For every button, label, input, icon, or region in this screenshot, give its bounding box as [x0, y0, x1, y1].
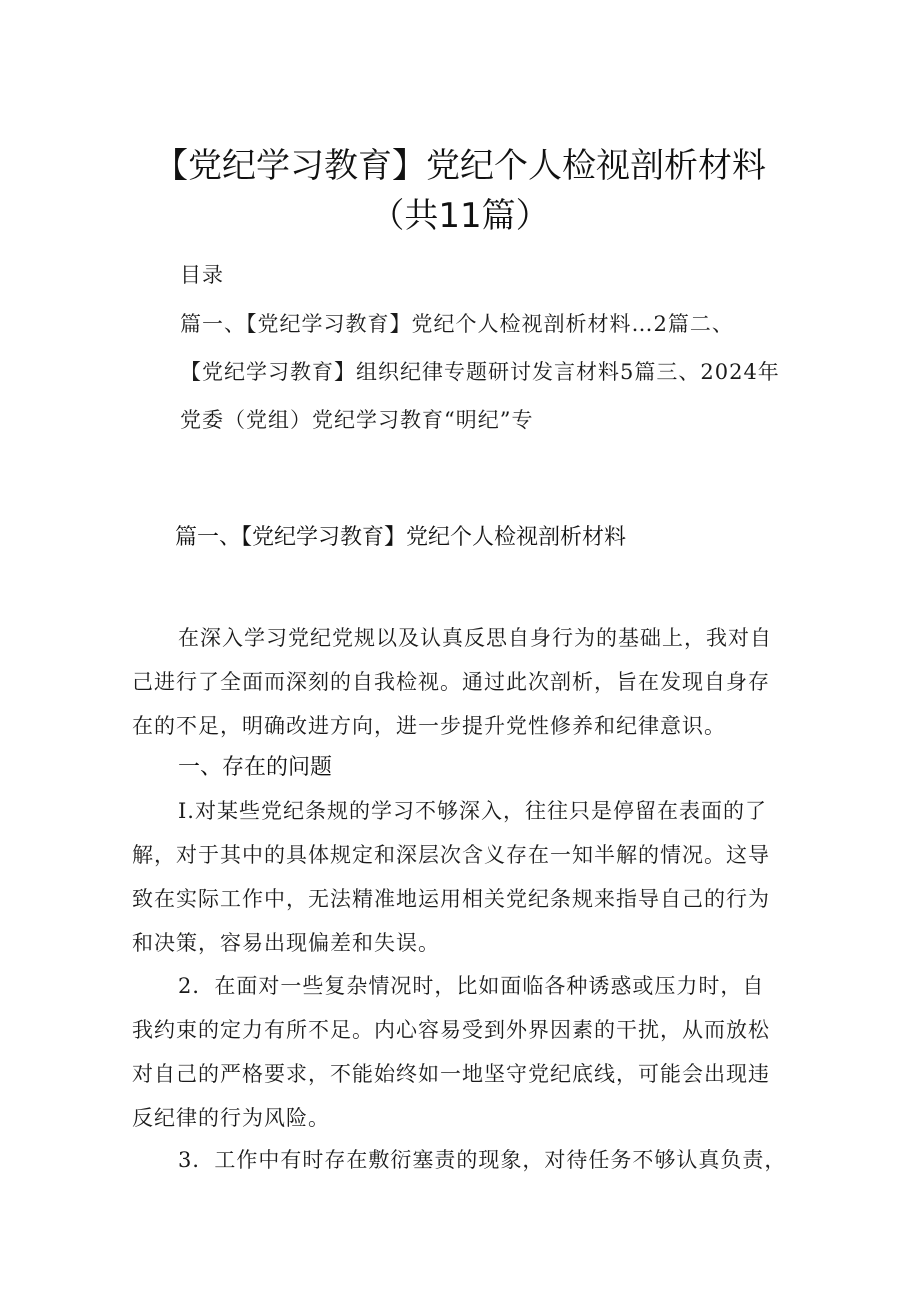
- item1-line-4: 和决策，容易出现偏差和失误。: [132, 931, 440, 955]
- toc-heading: 目录: [180, 263, 224, 287]
- item1-line-1: I.对某些党纪条规的学习不够深入，往往只是停留在表面的了: [178, 799, 767, 823]
- toc-line-2: 【党纪学习教育】组织纪律专题研讨发言材料5篇三、2024年: [180, 360, 780, 384]
- item2-line-1: 2．在面对一些复杂情况时，比如面临各种诱惑或压力时，自: [178, 974, 765, 998]
- document-title-line-1: 【党纪学习教育】党纪个人检视剖析材料: [154, 146, 766, 186]
- intro-line-2: 己进行了全面而深刻的自我检视。通过此次剖析，旨在发现自身存: [132, 670, 770, 694]
- item2-line-3: 对自己的严格要求，不能始终如一地坚守党纪底线，可能会出现违: [132, 1062, 770, 1086]
- subhead-problems: 一、存在的问题: [178, 755, 333, 780]
- item1-line-2: 解，对于其中的具体规定和深层次含义存在一知半解的情况。这导: [132, 843, 770, 867]
- section-title: 篇一、【党纪学习教育】党纪个人检视剖析材料: [175, 525, 627, 550]
- intro-line-3: 在的不足，明确改进方向，进一步提升党性修养和纪律意识。: [132, 714, 726, 738]
- document-title-line-2: （共11篇）: [370, 196, 550, 236]
- toc-line-1: 篇一、【党纪学习教育】党纪个人检视剖析材料…2篇二、: [180, 312, 734, 336]
- item2-line-2: 我约束的定力有所不足。内心容易受到外界因素的干扰，从而放松: [132, 1018, 770, 1042]
- toc-line-3: 党委（党组）党纪学习教育“明纪”专: [180, 408, 534, 432]
- item2-line-4: 反纪律的行为风险。: [132, 1106, 330, 1130]
- item1-line-3: 致在实际工作中，无法精准地运用相关党纪条规来指导自己的行为: [132, 887, 770, 911]
- intro-line-1: 在深入学习党纪党规以及认真反思自身行为的基础上，我对自: [178, 626, 772, 650]
- item3-line-1: 3．工作中有时存在敷衍塞责的现象，对待任务不够认真负责，: [178, 1148, 787, 1172]
